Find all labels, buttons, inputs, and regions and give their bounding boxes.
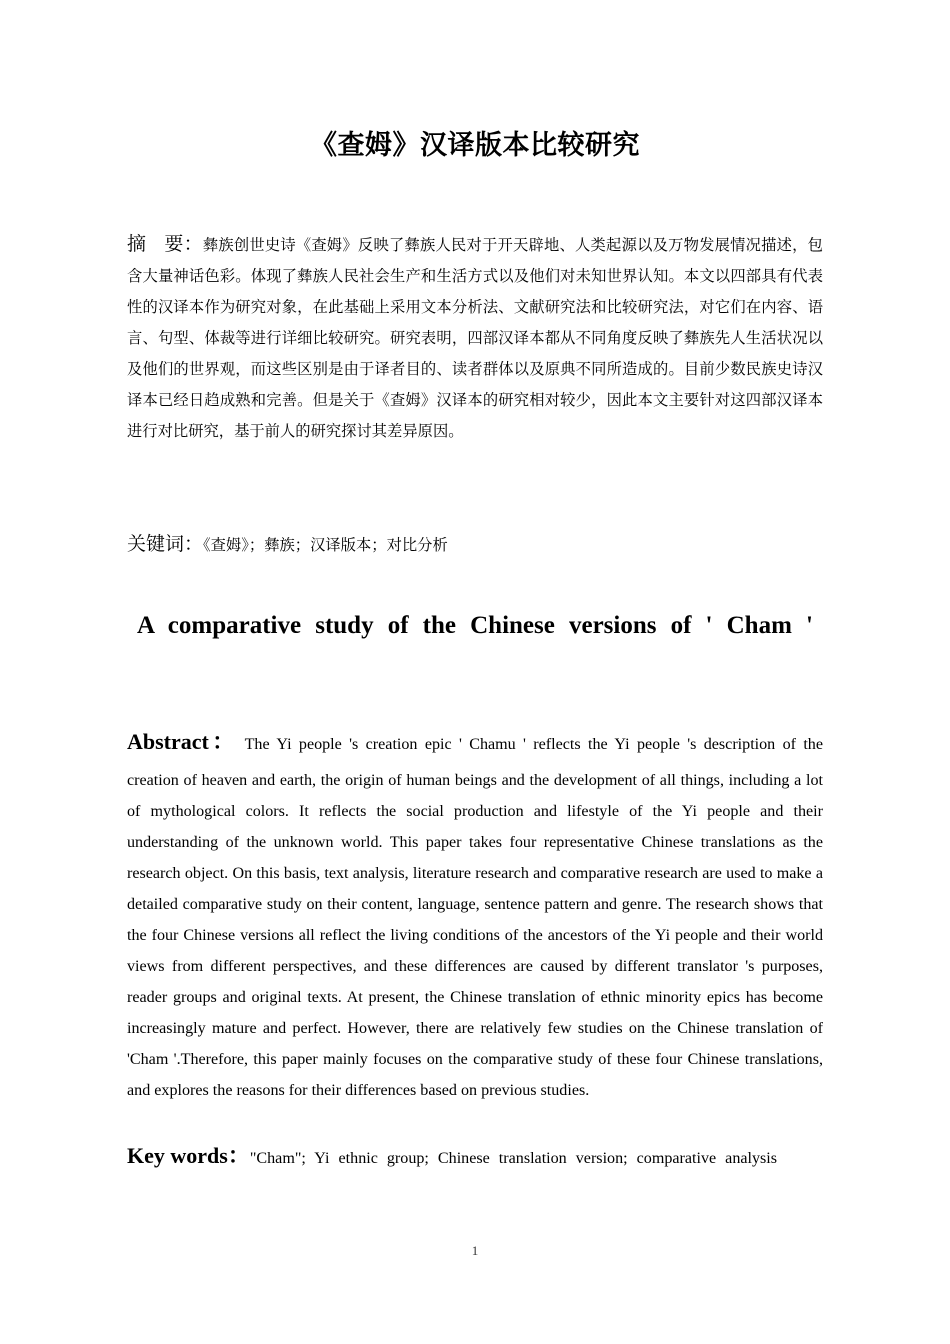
chinese-keywords-label: 关键词： (127, 533, 204, 555)
english-abstract-first-line: The Yi people 's creation epic ' Chamu ' reflects the Yi people 's description of the (244, 736, 823, 753)
chinese-keywords (127, 527, 823, 562)
chinese-abstract-label-a: 摘 (127, 233, 147, 255)
english-keywords-label: Key words： (127, 1143, 250, 1168)
chinese-abstract-body: 描述，包含大量神话色彩。体现了彝族人民社会生产和生活方式以及他们对未知世界认知。本文以四部具有代表性的汉译本作为研究对象，在此基础上采用文本分析法、文献研究法和比较研究法，对它们在内容、语言、句型、体裁等进行详细比较研究。研究表明，四部汉译本都从不同角度反映了彝族先人生活状况以及他们的世界观，而这些区别是由于译者目的、读者群体以及原典不同所造成的。目前少数民族史诗汉译本已经日趋成熟和完善。但是关于《查姆》汉译本的研究相对较少，因此本文主要针对这四部汉译本进行对比研究，基于前人的研究探讨其差异原因。 (127, 236, 823, 440)
english-abstract-body: creation of heaven and earth, the origin of human beings and the development of all things, including a lot of mythological colors. It reflects the social production and lifestyle of the Yi people and their understanding of the unknown world. This paper takes four representative Chinese translations as the research object. On this basis, text analysis, literature research and comparative research are used to make a detailed comparative study on their content, language, sentence pattern and genre. The research shows that the four Chinese versions all reflect the living conditions of the ancestors of the Yi people and their world views from different perspectives, and these differences are caused by different translator 's purposes, reader groups and original texts. At present, the Chinese translation of ethnic minority epics has become increasingly mature and perfect. However, there are relatively few studies on the Chinese translation of 'Cham '.Therefore, this paper mainly focuses on the comparative study of these four Chinese translations, and explores the reasons for their differences based on previous studies. (127, 772, 823, 1099)
chinese-abstract-label (127, 233, 203, 255)
chinese-abstract (127, 229, 823, 447)
chinese-keywords-text: 《查姆》；彝族；汉译版本；对比分析 (203, 536, 448, 554)
english-abstract-first-line-wrap (127, 724, 823, 765)
chinese-title: 《查姆》汉译版本比较研究 (310, 130, 640, 161)
english-abstract (127, 724, 823, 1106)
english-keywords-text: "Cham"; Yi ethnic group; Chinese translation version; comparative analysis (249, 1150, 778, 1167)
english-keywords (127, 1139, 823, 1176)
english-abstract-label: Abstract： (127, 729, 238, 754)
english-title: A comparative study of the Chinese versions of ' Cham ' (137, 612, 813, 639)
chinese-abstract-first-line: 彝族创世史诗《查姆》反映了彝族人民对于开天辟地、人类起源以及万物发展情况 (202, 236, 762, 254)
chinese-abstract-label-b: 要： (164, 233, 203, 255)
page-number: 1 (471, 1243, 479, 1258)
